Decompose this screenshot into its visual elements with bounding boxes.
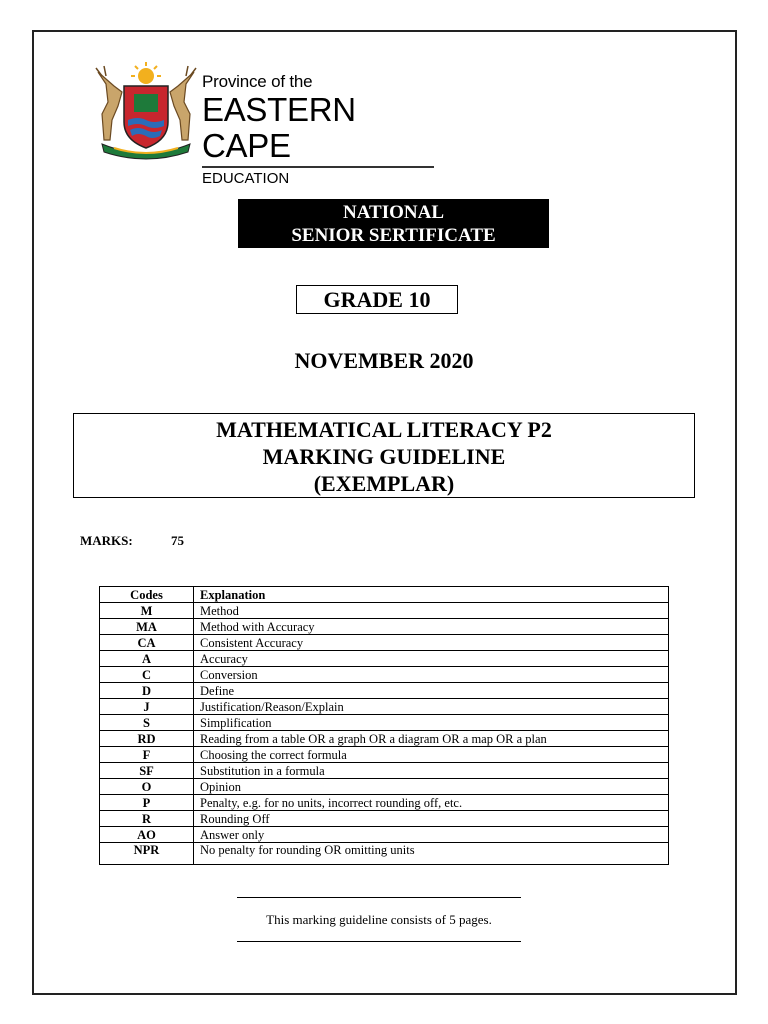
explanation-cell: Consistent Accuracy: [194, 635, 669, 651]
code-cell: D: [100, 683, 194, 699]
code-cell: CA: [100, 635, 194, 651]
table-row: [100, 747, 669, 763]
code-cell: P: [100, 795, 194, 811]
explanation-cell: Substitution in a formula: [194, 763, 669, 779]
explanation-cell: Reading from a table OR a graph OR a diagram OR a map OR a plan: [194, 731, 669, 747]
explanation-cell: Justification/Reason/Explain: [194, 699, 669, 715]
footer-top-rule: [237, 897, 521, 898]
table-row: [100, 619, 669, 635]
table-row: [100, 731, 669, 747]
code-cell: SF: [100, 763, 194, 779]
title-marking-guideline: MARKING GUIDELINE: [262, 444, 506, 469]
table-row: [100, 811, 669, 827]
table-row: [100, 651, 669, 667]
header-explanation: Explanation: [194, 587, 669, 603]
codes-table-header: [100, 587, 669, 603]
table-row: [100, 635, 669, 651]
title-subject: MATHEMATICAL LITERACY P2: [216, 417, 552, 442]
banner-line-national: NATIONAL: [343, 202, 444, 223]
table-row: [100, 827, 669, 843]
table-row: [100, 843, 669, 865]
paper-title-box: [73, 413, 695, 498]
explanation-cell: Accuracy: [194, 651, 669, 667]
code-cell: NPR: [100, 843, 194, 865]
code-cell: C: [100, 667, 194, 683]
table-row: [100, 763, 669, 779]
explanation-cell: Conversion: [194, 667, 669, 683]
code-cell: MA: [100, 619, 194, 635]
codes-table: [99, 586, 669, 865]
explanation-cell: Simplification: [194, 715, 669, 731]
header-codes: Codes: [100, 587, 194, 603]
marks-value: 75: [171, 533, 184, 548]
table-row: [100, 779, 669, 795]
code-cell: S: [100, 715, 194, 731]
eastern-cape-logo: [88, 62, 448, 187]
table-row: [100, 715, 669, 731]
banner-line-senior-certificate: SENIOR SERTIFICATE: [291, 225, 496, 246]
explanation-cell: Opinion: [194, 779, 669, 795]
explanation-cell: Choosing the correct formula: [194, 747, 669, 763]
page-count-note: This marking guideline consists of 5 pages.: [266, 912, 492, 927]
logo-education-text: EDUCATION: [202, 170, 290, 187]
certificate-banner: [238, 199, 549, 248]
exam-date: NOVEMBER 2020: [294, 348, 474, 373]
code-cell: O: [100, 779, 194, 795]
grade-box: GRADE 10: [296, 285, 458, 314]
table-row: [100, 667, 669, 683]
explanation-cell: No penalty for rounding OR omitting units: [194, 843, 669, 865]
explanation-cell: Penalty, e.g. for no units, incorrect rounding off, etc.: [194, 795, 669, 811]
code-cell: F: [100, 747, 194, 763]
code-cell: R: [100, 811, 194, 827]
title-exemplar: (EXEMPLAR): [313, 471, 455, 496]
logo-eastern-cape-text: EASTERN CAPE: [202, 91, 356, 164]
logo-divider: [202, 166, 434, 168]
coat-of-arms-icon: [88, 62, 204, 162]
explanation-cell: Method with Accuracy: [194, 619, 669, 635]
logo-province-text: Province of the: [202, 72, 313, 91]
code-cell: AO: [100, 827, 194, 843]
code-cell: M: [100, 603, 194, 619]
table-row: [100, 603, 669, 619]
code-cell: RD: [100, 731, 194, 747]
code-cell: J: [100, 699, 194, 715]
explanation-cell: Define: [194, 683, 669, 699]
explanation-cell: Answer only: [194, 827, 669, 843]
table-row: [100, 795, 669, 811]
explanation-cell: Method: [194, 603, 669, 619]
table-row: [100, 699, 669, 715]
explanation-cell: Rounding Off: [194, 811, 669, 827]
code-cell: A: [100, 651, 194, 667]
footer-bottom-rule: [237, 941, 521, 942]
marks-label: MARKS:: [80, 533, 133, 548]
sun-icon: [131, 62, 161, 84]
table-row: [100, 683, 669, 699]
